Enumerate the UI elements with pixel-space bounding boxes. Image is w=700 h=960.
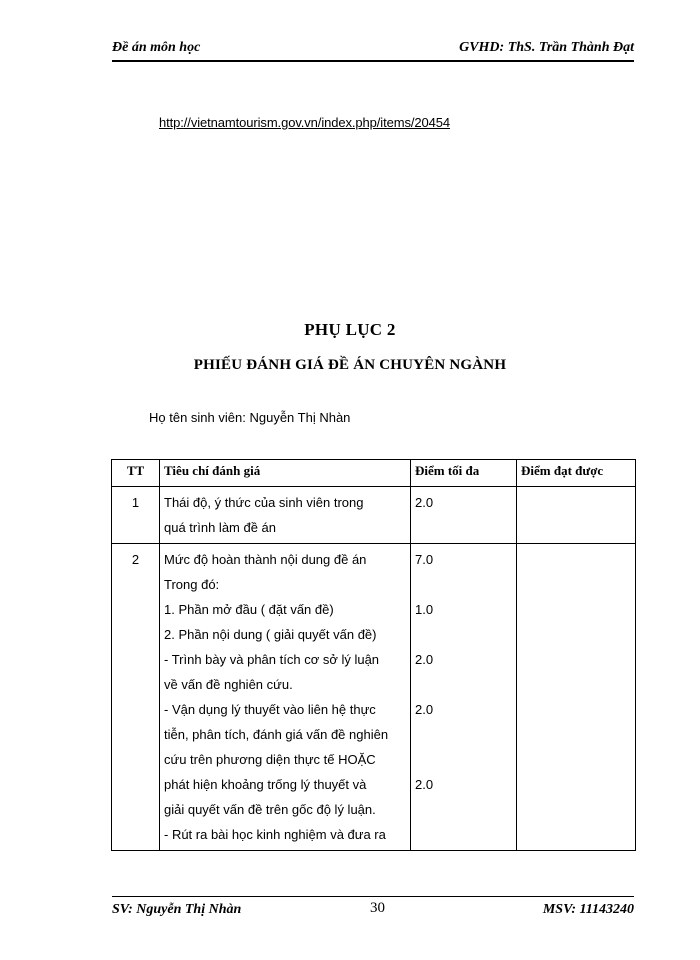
max-score-value [415, 672, 512, 697]
achieved-score-cell [517, 487, 636, 544]
max-score-cell [411, 544, 517, 851]
max-score-value: 7.0 [415, 552, 434, 567]
evaluation-table [111, 459, 636, 851]
max-score-value [415, 572, 512, 597]
max-score-value: 1.0 [415, 602, 434, 617]
criteria-line: quá trình làm đề án [164, 520, 277, 535]
page-header [112, 38, 634, 62]
criteria-line: Thái độ, ý thức của sinh viên trong [164, 495, 364, 510]
max-score-value: 2.0 [415, 777, 434, 792]
column-header-max-score: Điểm tối đa [411, 460, 517, 487]
criteria-cell [160, 487, 411, 544]
table-row [112, 487, 636, 544]
max-score-value [415, 797, 512, 822]
criteria-line: giải quyết vấn đề trên gốc độ lý luận. [164, 802, 376, 817]
column-header-tt: TT [112, 460, 160, 487]
criteria-cell [160, 544, 411, 851]
appendix-title: PHỤ LỤC 2 [304, 320, 396, 339]
column-header-achieved-score: Điểm đạt được [517, 460, 636, 487]
table-header-row [112, 460, 636, 487]
criteria-line: - Trình bày và phân tích cơ sở lý luận [164, 652, 380, 667]
max-score-value [415, 722, 512, 747]
max-score-value [415, 747, 512, 772]
max-score-value: 2.0 [415, 702, 434, 717]
achieved-score-cell [517, 544, 636, 851]
source-link[interactable]: http://vietnamtourism.gov.vn/index.php/items/20454 [159, 115, 451, 130]
table-row [112, 544, 636, 851]
page-footer [112, 896, 634, 921]
criteria-line: về vấn đề nghiên cứu. [164, 677, 293, 692]
criteria-line: Trong đó: [164, 577, 220, 592]
criteria-line: cứu trên phương diện thực tế HOẶC [164, 752, 376, 767]
max-score-value [415, 822, 512, 847]
criteria-line: 2. Phần nội dung ( giải quyết vấn đề) [164, 627, 377, 642]
student-name-value: Nguyễn Thị Nhàn [249, 410, 351, 425]
criteria-line: Mức độ hoàn thành nội dung đề án [164, 552, 367, 567]
criteria-line: 1. Phần mở đầu ( đặt vấn đề) [164, 602, 334, 617]
criteria-line: - Vận dụng lý thuyết vào liên hệ thực [164, 702, 376, 717]
row-number: 1 [112, 487, 160, 544]
max-score-value: 2.0 [415, 495, 434, 510]
footer-student-id: MSV: 11143240 [542, 902, 634, 917]
row-number: 2 [112, 544, 160, 851]
max-score-value [415, 622, 512, 647]
footer-student-name: SV: Nguyễn Thị Nhàn [112, 902, 242, 917]
student-name-label: Họ tên sinh viên: [149, 410, 246, 425]
student-name-line [149, 410, 350, 425]
max-score-value: 2.0 [415, 652, 434, 667]
column-header-criteria: Tiêu chí đánh giá [160, 460, 411, 487]
max-score-cell [411, 487, 517, 544]
header-advisor-label: GVHD: ThS. Trần Thành Đạt [459, 40, 634, 55]
criteria-line: tiễn, phân tích, đánh giá vấn đề nghiên [164, 727, 389, 742]
criteria-line: - Rút ra bài học kinh nghiệm và đưa ra [164, 827, 386, 842]
page-number: 30 [370, 900, 385, 916]
header-course-label: Đề án môn học [112, 40, 201, 55]
form-title: PHIẾU ĐÁNH GIÁ ĐỀ ÁN CHUYÊN NGÀNH [193, 357, 507, 373]
criteria-line: phát hiện khoảng trống lý thuyết và [164, 777, 367, 792]
